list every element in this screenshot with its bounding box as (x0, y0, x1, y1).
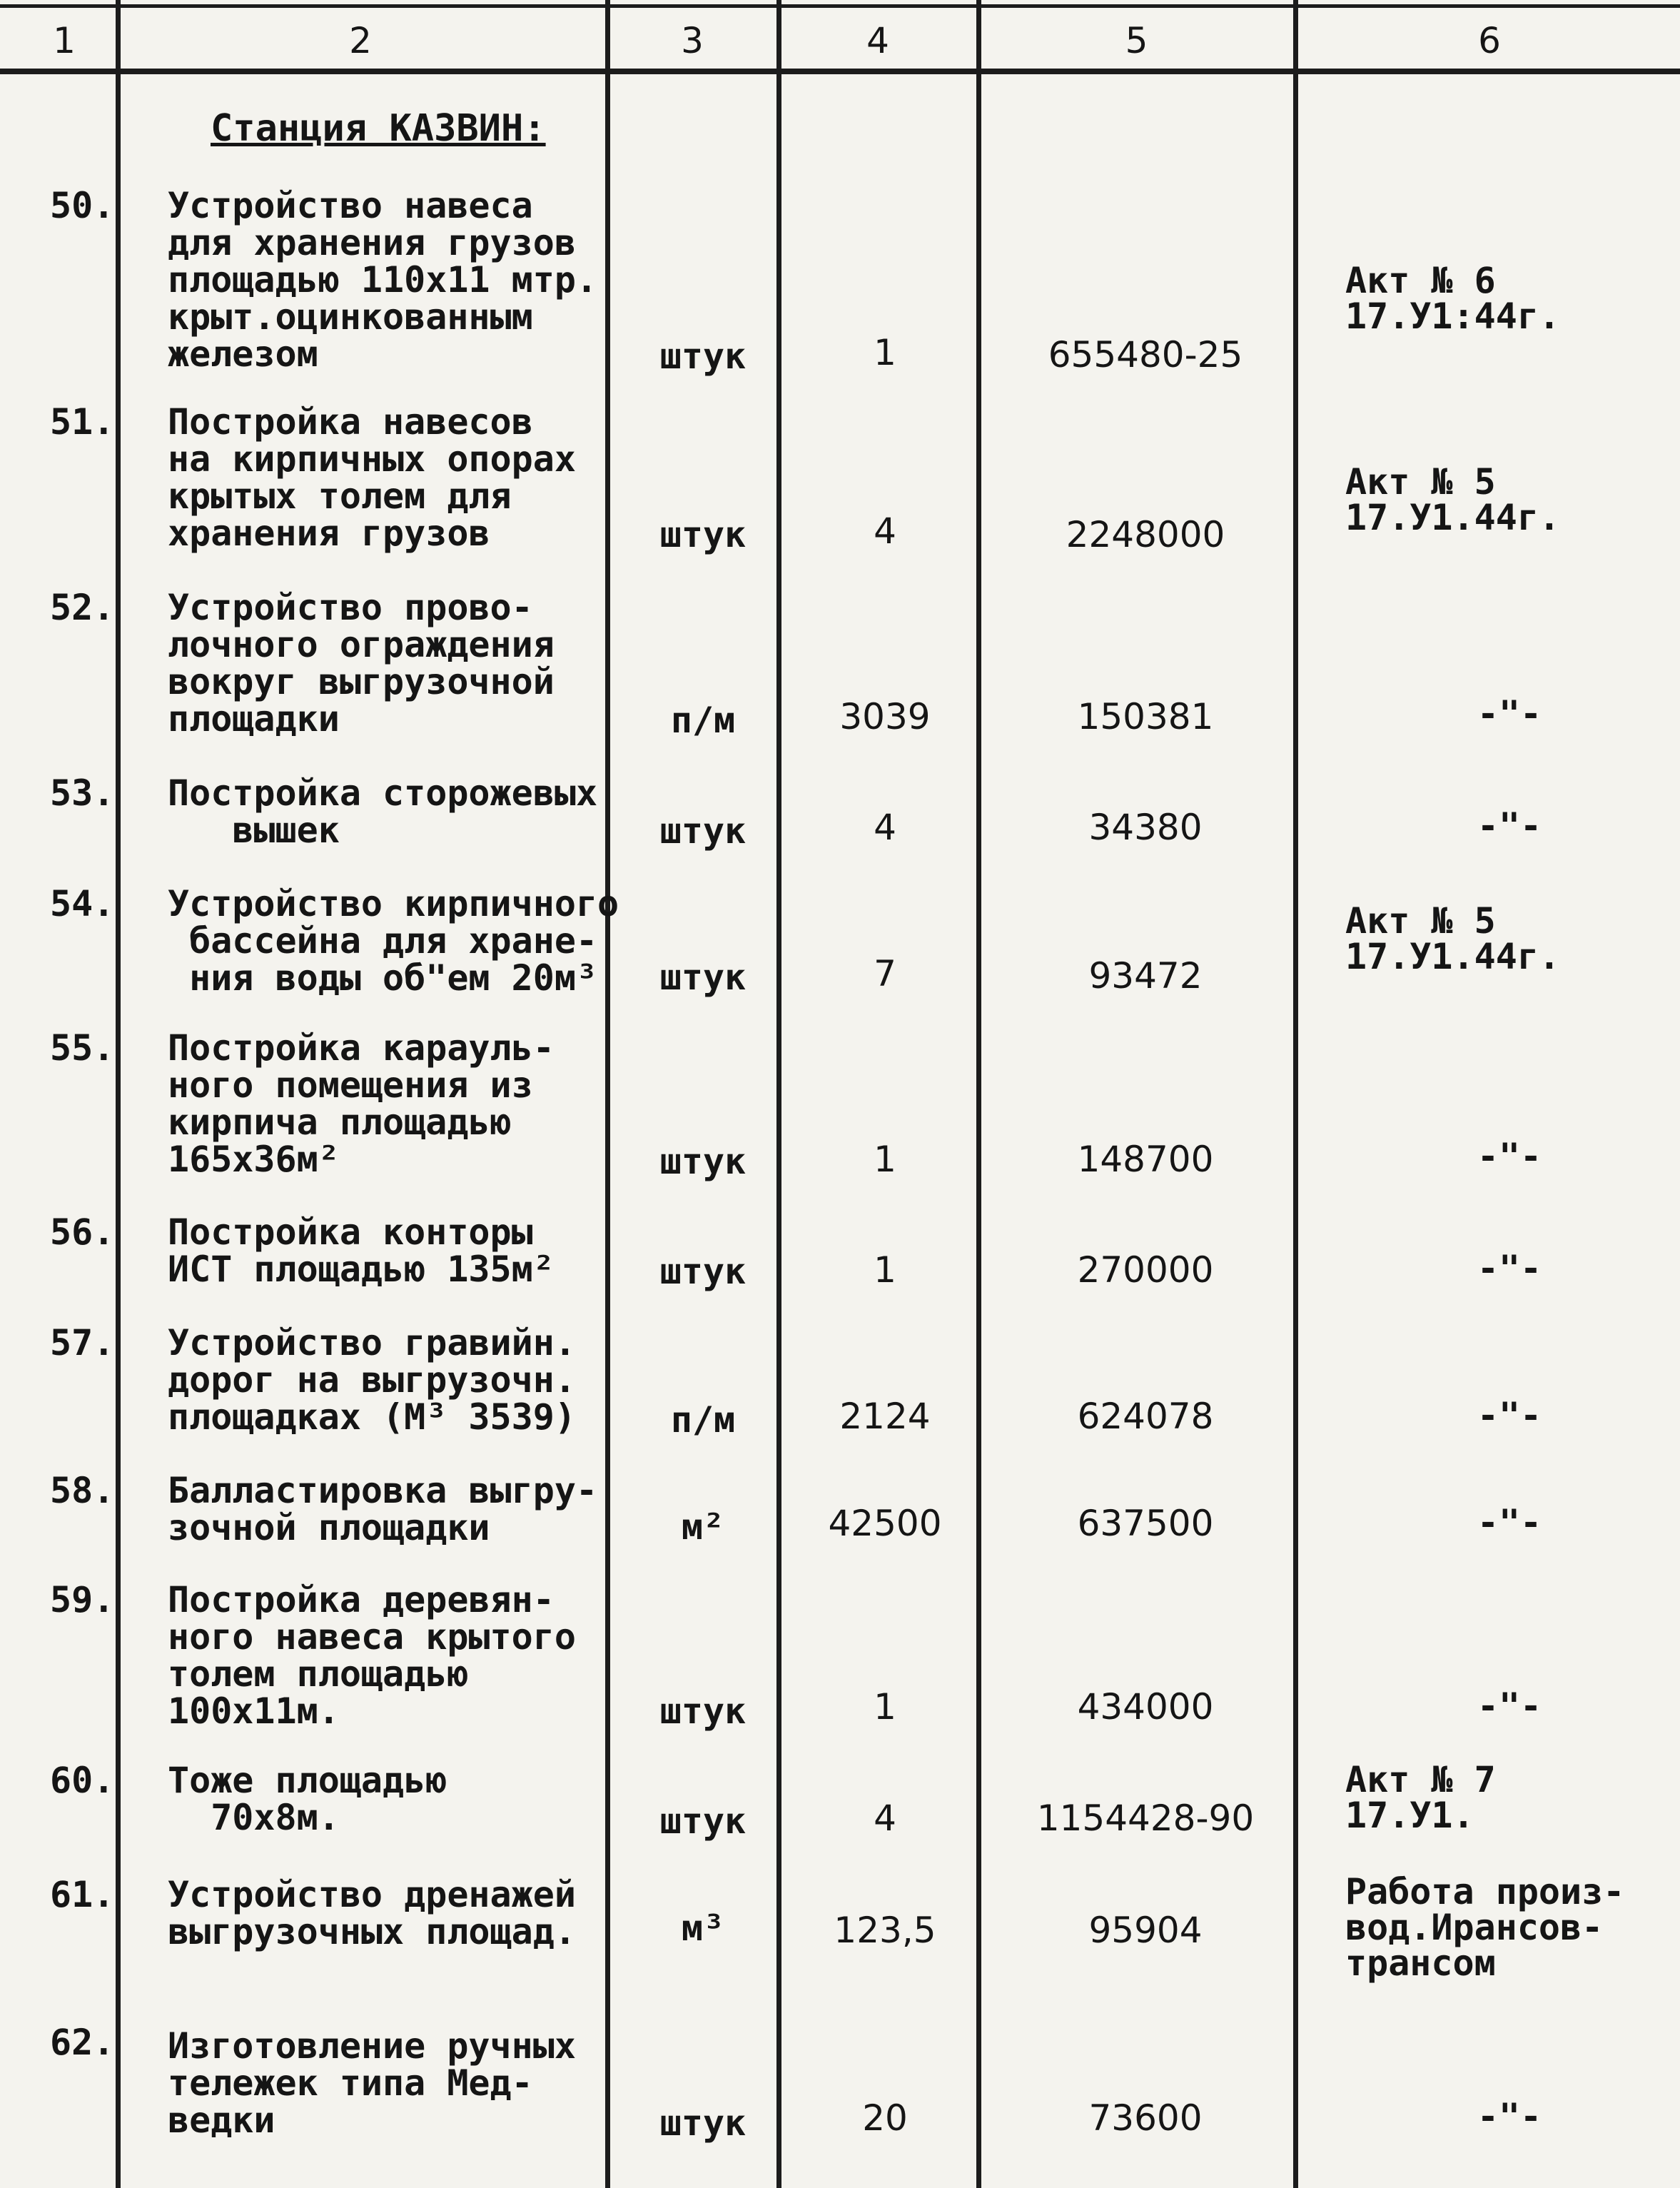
header-col-4: 4 (866, 20, 889, 61)
row-note: -"- (1477, 2096, 1542, 2137)
row-unit: штук (659, 1141, 747, 1182)
row-quantity: 123,5 (834, 1910, 936, 1951)
row-sum: 270000 (1077, 1249, 1214, 1291)
row-quantity: 20 (862, 2097, 908, 2139)
row-sum: 624078 (1077, 1396, 1214, 1437)
row-quantity: 4 (874, 510, 896, 552)
top-rule (0, 4, 1680, 8)
row-note: -"- (1477, 805, 1542, 847)
row-quantity: 1 (874, 1686, 896, 1728)
row-note: Акт № 5 17.У1.44г. (1345, 461, 1561, 538)
row-note: -"- (1477, 1136, 1542, 1177)
row-note: Работа произ- вод.Ирансов- трансом (1345, 1871, 1625, 1984)
column-divider (116, 0, 121, 2188)
row-number: 61. (50, 1874, 115, 1915)
row-description: Постройка сторожевых вышек (168, 772, 598, 851)
row-sum: 150381 (1077, 696, 1214, 737)
column-divider (1293, 0, 1298, 2188)
row-number: 57. (50, 1322, 115, 1363)
row-sum: 434000 (1077, 1686, 1214, 1728)
row-description: Устройство навеса для хранения грузов площадью 110х11 мтр. крыт.оцинкованным железом (168, 185, 598, 375)
row-description: Устройство кирпичного бассейна для хране- ния воды об"ем 20м³ (168, 883, 619, 999)
row-note: -"- (1477, 1685, 1542, 1727)
row-quantity: 4 (874, 1798, 896, 1839)
row-number: 53. (50, 772, 115, 814)
column-divider (976, 0, 981, 2188)
row-unit: штук (659, 336, 747, 377)
row-unit: штук (659, 810, 747, 852)
row-unit: п/м (670, 700, 736, 741)
row-note: -"- (1477, 693, 1542, 735)
row-quantity: 2124 (839, 1396, 931, 1437)
row-note: -"- (1477, 1502, 1542, 1543)
row-number: 62. (50, 2022, 115, 2063)
row-unit: п/м (670, 1399, 736, 1441)
row-number: 59. (50, 1579, 115, 1620)
header-col-5: 5 (1125, 20, 1148, 61)
row-description: Устройство гравийн. дорог на выгрузочн. площадках (М³ 3539) (168, 1322, 576, 1438)
row-note: Акт № 7 17.У1. (1345, 1759, 1496, 1836)
row-description: Постройка конторы ИСТ площадью 135м² (168, 1211, 555, 1290)
column-divider (776, 0, 781, 2188)
header-col-2: 2 (349, 20, 372, 61)
row-sum: 34380 (1088, 807, 1203, 848)
row-sum: 637500 (1077, 1503, 1214, 1544)
row-quantity: 1 (874, 332, 896, 373)
row-number: 58. (50, 1470, 115, 1511)
row-sum: 2248000 (1066, 514, 1225, 555)
row-number: 60. (50, 1760, 115, 1801)
row-quantity: 1 (874, 1139, 896, 1180)
station-title: Станция КАЗВИН: (211, 107, 546, 150)
row-quantity: 7 (874, 953, 896, 994)
row-description: Постройка карауль- ного помещения из кирпича площадью 165х36м² (168, 1027, 555, 1180)
column-divider (605, 0, 610, 2188)
header-rule (0, 69, 1680, 74)
row-note: -"- (1477, 1248, 1542, 1289)
row-sum: 73600 (1088, 2097, 1203, 2139)
row-number: 55. (50, 1027, 115, 1069)
row-number: 52. (50, 587, 115, 628)
row-quantity: 3039 (839, 696, 931, 737)
row-unit: штук (659, 1251, 747, 1292)
row-unit: штук (659, 1690, 747, 1732)
row-unit: м² (681, 1506, 725, 1548)
row-number: 50. (50, 185, 115, 226)
header-col-6: 6 (1478, 20, 1501, 61)
row-description: Тоже площадью 70х8м. (168, 1760, 447, 1838)
row-description: Устройство прово- лочного ограждения вокруг выгрузочной площадки (168, 587, 555, 740)
row-description: Постройка навесов на кирпичных опорах крытых толем для хранения грузов (168, 401, 576, 554)
row-quantity: 42500 (828, 1503, 942, 1544)
header-col-3: 3 (681, 20, 704, 61)
row-note: Акт № 5 17.У1.44г. (1345, 900, 1561, 977)
row-description: Балластировка выгру- зочной площадки (168, 1470, 598, 1548)
row-sum: 148700 (1077, 1139, 1214, 1180)
row-unit: штук (659, 957, 747, 998)
row-sum: 95904 (1088, 1910, 1203, 1951)
header-col-1: 1 (53, 20, 76, 61)
row-number: 51. (50, 401, 115, 443)
row-number: 56. (50, 1211, 115, 1253)
row-note: -"- (1477, 1395, 1542, 1436)
row-quantity: 1 (874, 1249, 896, 1291)
row-unit: м³ (681, 1907, 725, 1949)
row-number: 54. (50, 883, 115, 924)
row-sum: 655480-25 (1048, 334, 1243, 375)
row-quantity: 4 (874, 807, 896, 848)
row-description: Устройство дренажей выгрузочных площад. (168, 1874, 576, 1952)
row-sum: 93472 (1088, 955, 1203, 997)
row-unit: штук (659, 1800, 747, 1842)
row-description: Изготовление ручных тележек типа Мед- ведки (168, 2025, 576, 2141)
row-note: Акт № 6 17.У1:44г. (1345, 260, 1561, 337)
row-unit: штук (659, 2102, 747, 2144)
row-unit: штук (659, 514, 747, 555)
row-description: Постройка деревян- ного навеса крытого толем площадью 100х11м. (168, 1579, 576, 1732)
row-sum: 1154428-90 (1036, 1798, 1255, 1839)
